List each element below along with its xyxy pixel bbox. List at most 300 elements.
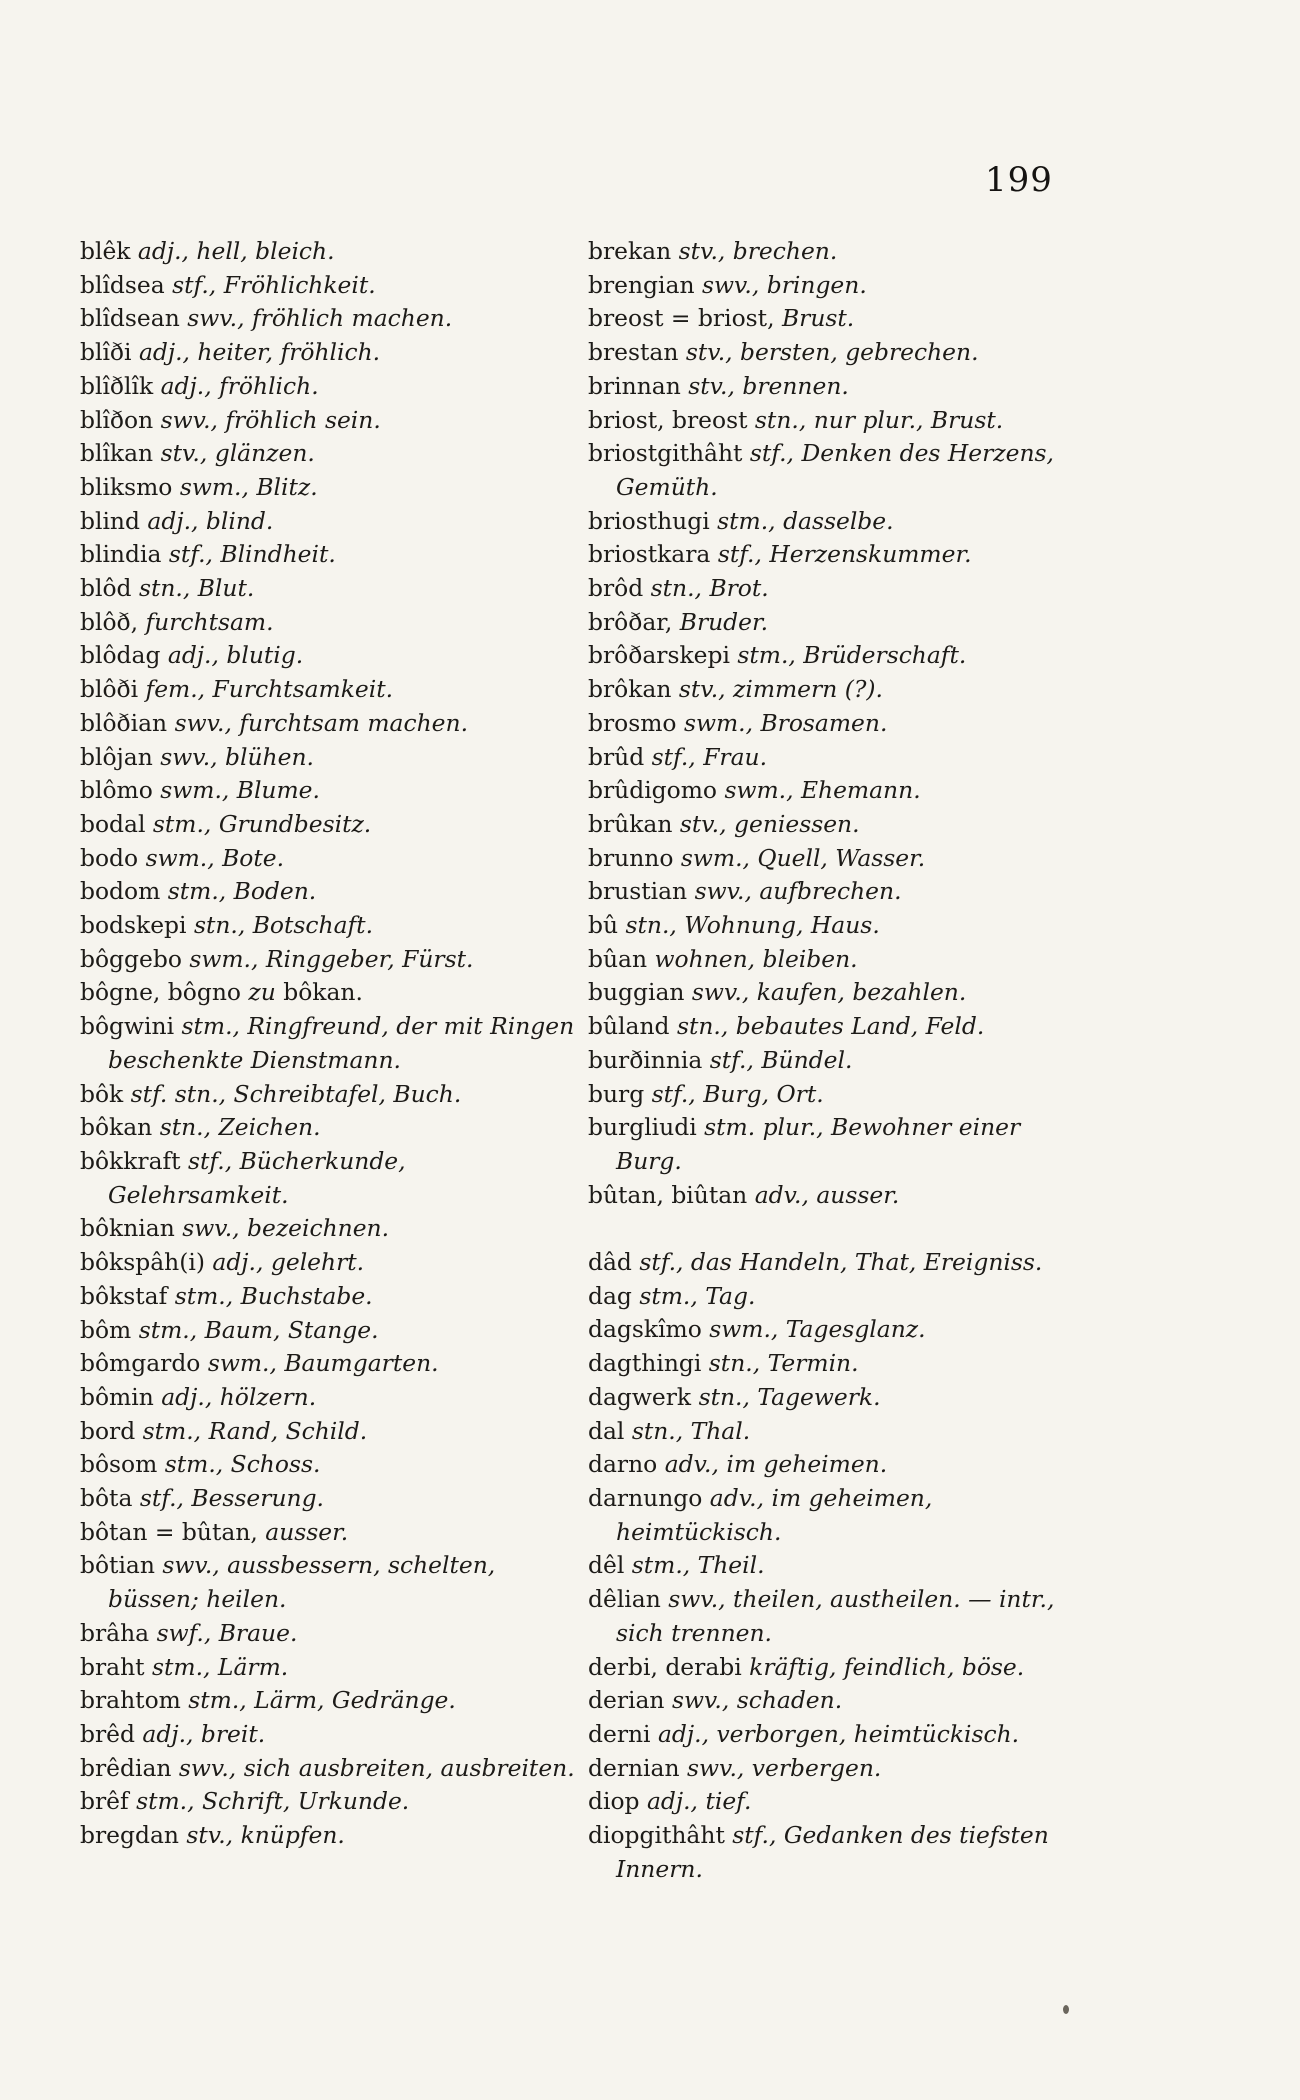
entry-headword: brustian <box>588 877 688 906</box>
dictionary-entry <box>80 302 580 336</box>
section-gap <box>588 1212 1068 1246</box>
entry-headword: blêk <box>80 237 131 265</box>
entry-grammar: swm., <box>683 708 754 737</box>
dictionary-entry <box>80 1381 580 1415</box>
entry-definition: Lärm, Gedränge. <box>254 1686 456 1715</box>
entry-headword: braht <box>80 1652 145 1681</box>
dictionary-entry <box>588 538 1068 572</box>
entry-headword: bûan <box>588 944 648 973</box>
entry-headword: bôtan = bûtan, <box>80 1517 258 1546</box>
dictionary-entry <box>588 370 1068 404</box>
dictionary-entry <box>588 1044 1068 1078</box>
entry-headword: bôm <box>80 1315 132 1344</box>
dictionary-entry <box>588 437 1068 504</box>
entry-grammar: swf., <box>156 1618 212 1647</box>
entry-grammar: stf., <box>639 1248 684 1277</box>
left-column <box>80 235 580 1853</box>
entry-grammar: stn., <box>676 1012 729 1041</box>
dictionary-entry <box>588 302 1068 336</box>
entry-grammar: swm., <box>680 843 750 872</box>
dictionary-entry <box>80 1549 580 1616</box>
dictionary-entry <box>588 875 1068 909</box>
entry-grammar: swv., <box>160 742 218 771</box>
dictionary-entry <box>80 572 580 606</box>
entry-definition: Ringgeber, Fürst. <box>265 944 474 973</box>
entry-headword: burðinnia <box>588 1045 703 1074</box>
dictionary-entry <box>588 1010 1068 1044</box>
entry-headword: bômgardo <box>80 1349 201 1378</box>
entry-headword: bôk <box>80 1079 124 1108</box>
entry-headword: blôðian <box>80 708 168 737</box>
entry-definition: Bewohner einer Burg. <box>616 1113 1021 1175</box>
entry-headword: blindia <box>80 540 162 569</box>
entry-grammar: stv., <box>679 809 727 838</box>
entry-definition: Furchtsamkeit. <box>212 675 394 704</box>
entry-grammar: stv., <box>688 371 735 400</box>
dictionary-entry <box>588 572 1068 606</box>
entry-headword: burgliudi <box>588 1113 697 1142</box>
dictionary-entry <box>80 404 580 438</box>
entry-grammar: adv., <box>754 1180 809 1209</box>
dictionary-entry <box>80 639 580 673</box>
dictionary-entry <box>588 606 1068 640</box>
entry-definition: bôkan. <box>283 978 363 1007</box>
dictionary-entry <box>80 1684 580 1718</box>
entry-grammar: stm., <box>138 1315 198 1344</box>
entry-grammar: stm., <box>631 1551 691 1580</box>
entry-definition: kaufen, bezahlen. <box>756 978 967 1007</box>
entry-grammar: stm., <box>142 1416 202 1445</box>
dictionary-entry <box>80 471 580 505</box>
dictionary-entry <box>80 235 580 269</box>
dictionary-entry <box>80 1347 580 1381</box>
entry-definition: sich ausbreiten, ausbreiten. <box>243 1753 575 1782</box>
entry-definition: knüpfen. <box>240 1821 345 1850</box>
entry-definition: Tag. <box>705 1281 756 1310</box>
dictionary-entry <box>588 1313 1068 1347</box>
entry-grammar: stn., <box>708 1349 761 1378</box>
entry-grammar: stm., <box>152 809 212 838</box>
dictionary-entry <box>80 774 580 808</box>
entry-definition: gelehrt. <box>270 1248 365 1277</box>
entry-grammar: adj., <box>657 1719 710 1748</box>
entry-grammar: stf., <box>172 270 217 299</box>
entry-headword: bôgne, bôgno <box>80 978 241 1007</box>
entry-definition: Ringfreund, der mit Ringen beschenkte Dienstmann. <box>108 1012 575 1074</box>
dictionary-entry <box>80 1819 580 1853</box>
entry-definition: Tagewerk. <box>757 1382 881 1411</box>
entry-grammar: stf., <box>749 439 794 468</box>
entry-grammar: adj., <box>212 1248 264 1277</box>
entry-grammar: stn., <box>193 911 246 940</box>
dictionary-entry <box>588 842 1068 876</box>
entry-headword: brestan <box>588 338 679 367</box>
entry-definition: das Handeln, That, Ereigniss. <box>690 1248 1043 1277</box>
entry-grammar: stn., <box>631 1416 684 1445</box>
entry-definition: fröhlich sein. <box>225 405 381 434</box>
entry-definition: Bruder. <box>679 607 769 636</box>
dictionary-entry <box>80 1785 580 1819</box>
dictionary-entry <box>588 741 1068 775</box>
entry-grammar: swv., <box>671 1686 730 1715</box>
entry-definition: zimmern (?). <box>733 675 883 704</box>
entry-headword: briostkara <box>588 540 711 569</box>
entry-grammar: stm., <box>717 506 776 535</box>
dictionary-entry <box>80 437 580 471</box>
dictionary-entry <box>80 1078 580 1112</box>
entry-definition: Besserung. <box>191 1484 324 1513</box>
dictionary-entry <box>588 1078 1068 1112</box>
entry-definition: tief. <box>705 1787 752 1816</box>
entry-definition: blutig. <box>226 641 304 670</box>
dictionary-entry <box>80 606 580 640</box>
entry-grammar: swv., <box>701 270 760 299</box>
entry-headword: blîði <box>80 338 132 367</box>
entry-definition: Boden. <box>233 877 317 906</box>
entry-headword: bôta <box>80 1484 133 1513</box>
entry-definition: Thal. <box>690 1416 751 1445</box>
dictionary-entry <box>588 1381 1068 1415</box>
entry-headword: bôkstaf <box>80 1281 168 1310</box>
entry-definition: Blindheit. <box>220 540 336 569</box>
entry-headword: bôgwini <box>80 1012 175 1041</box>
dictionary-entry <box>588 505 1068 539</box>
dictionary-entry <box>80 673 580 707</box>
dictionary-entry <box>80 842 580 876</box>
dictionary-entry <box>80 1415 580 1449</box>
entry-grammar: stn., <box>650 574 702 603</box>
entry-headword: brôkan <box>588 675 672 704</box>
entry-headword: blîðon <box>80 405 154 434</box>
entry-headword: blôd <box>80 574 132 603</box>
entry-grammar: stm., <box>136 1787 195 1816</box>
entry-definition: heiter, fröhlich. <box>197 338 381 367</box>
entry-headword: bû <box>588 911 619 940</box>
entry-grammar: adv., <box>664 1450 719 1479</box>
entry-headword: bôkspâh(i) <box>80 1248 205 1277</box>
entry-definition: verbergen. <box>751 1753 882 1782</box>
dictionary-entry <box>588 235 1068 269</box>
entry-definition: Bündel. <box>761 1045 853 1074</box>
entry-definition: Blut. <box>197 574 255 603</box>
entry-definition: aussbessern, schelten, büssen; heilen. <box>108 1551 496 1614</box>
dictionary-entry <box>588 1448 1068 1482</box>
dictionary-entry <box>588 976 1068 1010</box>
entry-headword: derian <box>588 1686 665 1715</box>
entry-headword: buggian <box>588 978 685 1007</box>
entry-headword: darno <box>588 1450 658 1479</box>
entry-grammar: adj., <box>160 371 212 400</box>
entry-grammar: adj., <box>646 1787 698 1816</box>
entry-headword: bodo <box>80 843 139 872</box>
entry-grammar: adj., <box>161 1382 213 1411</box>
entry-grammar: stn., <box>138 574 191 603</box>
entry-definition: bringen. <box>766 270 867 299</box>
entry-grammar: stf., <box>188 1146 233 1175</box>
entry-grammar: stv., <box>186 1821 234 1850</box>
dictionary-entry <box>80 370 580 404</box>
dictionary-entry <box>80 707 580 741</box>
entry-definition: nur plur., Brust. <box>813 405 1004 434</box>
dictionary-entry <box>588 1179 1068 1213</box>
entry-definition: brechen. <box>732 237 838 265</box>
entry-grammar: stv., <box>678 675 726 704</box>
entry-definition: verborgen, heimtückisch. <box>716 1719 1020 1748</box>
entry-definition: Tagesglanz. <box>785 1315 926 1344</box>
entry-grammar: stn., <box>754 405 807 434</box>
dictionary-entry <box>588 639 1068 673</box>
dictionary-entry <box>588 1482 1068 1549</box>
entry-definition: Brot. <box>709 574 769 603</box>
dictionary-entry <box>80 1516 580 1550</box>
entry-grammar: stn., <box>698 1382 750 1411</box>
entry-definition: Bote. <box>222 843 285 872</box>
dictionary-entry <box>80 336 580 370</box>
entry-headword: darnungo <box>588 1484 703 1512</box>
entry-grammar: swm., <box>145 843 215 872</box>
entry-definition: Braue. <box>218 1618 298 1647</box>
entry-definition: hölzern. <box>219 1382 317 1411</box>
dictionary-entry <box>588 707 1068 741</box>
entry-definition: Grundbesitz. <box>218 809 372 838</box>
entry-grammar: stm., <box>639 1281 698 1310</box>
entry-grammar: swm., <box>709 1315 779 1344</box>
entry-headword: bôtian <box>80 1551 155 1580</box>
entry-definition: bersten, gebrechen. <box>740 338 979 367</box>
entry-definition: Wohnung, Haus. <box>684 911 880 940</box>
dictionary-entry <box>80 1617 580 1651</box>
entry-headword: dagwerk <box>588 1382 692 1411</box>
entry-grammar: zu <box>248 978 276 1007</box>
dictionary-entry <box>80 1212 580 1246</box>
entry-grammar: adv., <box>709 1484 765 1512</box>
entry-definition: kräftig, feindlich, böse. <box>749 1652 1025 1681</box>
dictionary-entry <box>80 1448 580 1482</box>
entry-definition: glänzen. <box>214 439 315 468</box>
dictionary-entry <box>588 1549 1068 1583</box>
entry-headword: blîðlîk <box>80 371 154 400</box>
entry-grammar: swm., <box>207 1349 277 1378</box>
entry-headword: brinnan <box>588 371 681 400</box>
entry-definition: Baum, Stange. <box>204 1315 379 1344</box>
entry-headword: briost, breost <box>588 405 748 434</box>
entry-definition: furchtsam. <box>145 607 274 636</box>
print-speck <box>1063 2005 1069 2014</box>
entry-grammar: stv., <box>160 439 208 468</box>
dictionary-entry <box>588 909 1068 943</box>
entry-definition: Zeichen. <box>218 1113 321 1142</box>
entry-headword: brengian <box>588 270 695 299</box>
entry-definition: Brosamen. <box>760 708 888 737</box>
dictionary-entry <box>80 1651 580 1685</box>
entry-headword: brûdigomo <box>588 776 717 805</box>
dictionary-entry <box>588 1785 1068 1819</box>
entry-grammar: fem., <box>145 675 206 704</box>
entry-headword: dal <box>588 1416 625 1445</box>
entry-headword: bûtan, biûtan <box>588 1180 748 1209</box>
entry-definition: Gedanken des tiefsten Innern. <box>616 1821 1049 1883</box>
entry-grammar: swv., <box>668 1585 726 1614</box>
entry-grammar: stm. plur., <box>704 1113 824 1142</box>
entry-definition: fröhlich. <box>219 371 319 400</box>
entry-grammar: stm., <box>167 877 227 906</box>
dictionary-entry <box>80 1752 580 1786</box>
dictionary-entry <box>588 1583 1068 1650</box>
entry-headword: brôðar, <box>588 607 673 636</box>
dictionary-entry <box>80 808 580 842</box>
entry-definition: Baumgarten. <box>284 1349 439 1378</box>
dictionary-entry <box>80 741 580 775</box>
entry-grammar: stv., <box>685 338 733 367</box>
dictionary-entry <box>80 1482 580 1516</box>
entry-definition: Termin. <box>767 1349 859 1378</box>
dictionary-entry <box>80 538 580 572</box>
dictionary-entry <box>588 336 1068 370</box>
entry-definition: Brüderschaft. <box>803 641 967 670</box>
dictionary-entry <box>588 1347 1068 1381</box>
entry-definition: bebautes Land, Feld. <box>735 1012 985 1041</box>
entry-headword: diop <box>588 1787 640 1816</box>
entry-definition: Buchstabe. <box>240 1281 373 1310</box>
entry-headword: dagskîmo <box>588 1315 702 1344</box>
dictionary-entry <box>588 1651 1068 1685</box>
dictionary-entry <box>588 943 1068 977</box>
entry-headword: blôdag <box>80 641 161 670</box>
entry-headword: bôkkraft <box>80 1146 181 1175</box>
entry-definition: wohnen, bleiben. <box>654 944 858 973</box>
entry-definition: Bücherkunde, Gelehrsamkeit. <box>108 1146 406 1209</box>
dictionary-entry <box>588 1718 1068 1752</box>
entry-headword: bôsom <box>80 1450 158 1479</box>
entry-headword: brêdian <box>80 1753 172 1782</box>
entry-definition: Rand, Schild. <box>208 1416 368 1445</box>
entry-headword: dernian <box>588 1753 680 1782</box>
entry-grammar: stf., <box>651 1079 696 1108</box>
entry-definition: Ehemann. <box>800 776 921 805</box>
entry-headword: blôð, <box>80 607 139 636</box>
entry-headword: dêl <box>588 1551 625 1580</box>
dictionary-entry <box>588 774 1068 808</box>
entry-headword: bregdan <box>80 1821 179 1850</box>
dictionary-entry <box>80 943 580 977</box>
dictionary-entry <box>588 808 1068 842</box>
entry-headword: blômo <box>80 776 153 805</box>
dictionary-entry <box>588 269 1068 303</box>
entry-definition: Frau. <box>703 742 768 771</box>
entry-definition: geniessen. <box>734 809 860 838</box>
entry-definition: brennen. <box>742 371 849 400</box>
entry-definition: ausser. <box>816 1180 900 1209</box>
entry-headword: brahtom <box>80 1686 181 1715</box>
entry-headword: brunno <box>588 843 674 872</box>
entry-headword: brôd <box>588 574 644 603</box>
entry-grammar: swm., <box>179 472 249 501</box>
entry-grammar: adj., <box>167 641 219 670</box>
entry-headword: brêd <box>80 1719 135 1748</box>
entry-definition: Herzenskummer. <box>769 540 972 569</box>
entry-definition: blind. <box>205 506 274 535</box>
entry-grammar: adj., <box>142 1719 194 1748</box>
entry-headword: bodal <box>80 809 146 838</box>
right-column <box>588 235 1068 1886</box>
entry-headword: derbi, derabi <box>588 1652 742 1681</box>
entry-grammar: swv., <box>174 708 232 737</box>
entry-headword: brâha <box>80 1618 150 1647</box>
entry-grammar: adj., <box>138 338 190 367</box>
dictionary-entry <box>80 505 580 539</box>
entry-headword: brekan <box>588 237 672 265</box>
dictionary-entry <box>80 1010 580 1077</box>
entry-grammar: stm., <box>181 1012 240 1041</box>
entry-grammar: stm., <box>164 1450 224 1479</box>
entry-definition: bezeichnen. <box>247 1214 390 1243</box>
entry-grammar: stn., <box>159 1113 212 1142</box>
entry-definition: Burg, Ort. <box>703 1079 824 1108</box>
entry-headword: blîkan <box>80 439 154 468</box>
entry-headword: dêlian <box>588 1585 661 1614</box>
dictionary-entry <box>80 976 580 1010</box>
entry-definition: theilen, austheilen. — intr., sich trennen. <box>616 1585 1055 1647</box>
entry-grammar: swv., <box>187 304 245 333</box>
entry-grammar: stm., <box>152 1652 211 1681</box>
dictionary-entry <box>588 1684 1068 1718</box>
entry-headword: bôggebo <box>80 944 182 973</box>
entry-grammar: swv., <box>691 978 750 1007</box>
entry-grammar: adj., <box>147 506 199 535</box>
dictionary-entry <box>80 1718 580 1752</box>
entry-headword: dagthingi <box>588 1349 702 1378</box>
entry-grammar: stf. stn., <box>130 1079 227 1108</box>
entry-headword: bodskepi <box>80 911 187 940</box>
entry-headword: briosthugi <box>588 506 710 535</box>
dictionary-entry <box>80 875 580 909</box>
dictionary-entry <box>588 1415 1068 1449</box>
entry-definition: fröhlich machen. <box>251 304 453 333</box>
dictionary-entry <box>80 1280 580 1314</box>
entry-grammar: swv., <box>694 877 752 906</box>
entry-headword: derni <box>588 1719 651 1748</box>
dictionary-entry <box>588 1819 1068 1886</box>
dictionary-entry <box>588 1246 1068 1280</box>
entry-definition: Fröhlichkeit. <box>223 270 376 299</box>
entry-headword: bôknian <box>80 1214 175 1243</box>
entry-headword: blôði <box>80 675 139 704</box>
entry-definition: im geheimen. <box>726 1450 888 1479</box>
entry-definition: Schreibtafel, Buch. <box>233 1079 462 1108</box>
entry-definition: Theil. <box>697 1551 765 1580</box>
dictionary-entry <box>80 1246 580 1280</box>
entry-headword: diopgithâht <box>588 1821 725 1850</box>
entry-headword: breost = briost, <box>588 304 775 333</box>
entry-grammar: stf., <box>168 540 213 569</box>
entry-headword: brôðarskepi <box>588 641 730 670</box>
entry-definition: schaden. <box>736 1686 843 1715</box>
dictionary-entry <box>80 1111 580 1145</box>
entry-definition: aufbrechen. <box>759 877 902 906</box>
entry-definition: blühen. <box>225 742 314 771</box>
entry-definition: Quell, Wasser. <box>757 843 926 872</box>
entry-grammar: adj., <box>137 237 189 265</box>
entry-grammar: swm., <box>160 776 230 805</box>
entry-grammar: swv., <box>182 1214 240 1243</box>
entry-headword: blôjan <box>80 742 153 771</box>
entry-headword: bodom <box>80 877 161 906</box>
entry-definition: Brust. <box>781 304 855 333</box>
entry-grammar: stm., <box>188 1686 247 1715</box>
entry-grammar: swv., <box>162 1551 220 1580</box>
dictionary-entry <box>80 269 580 303</box>
entry-definition: hell, bleich. <box>196 237 335 265</box>
